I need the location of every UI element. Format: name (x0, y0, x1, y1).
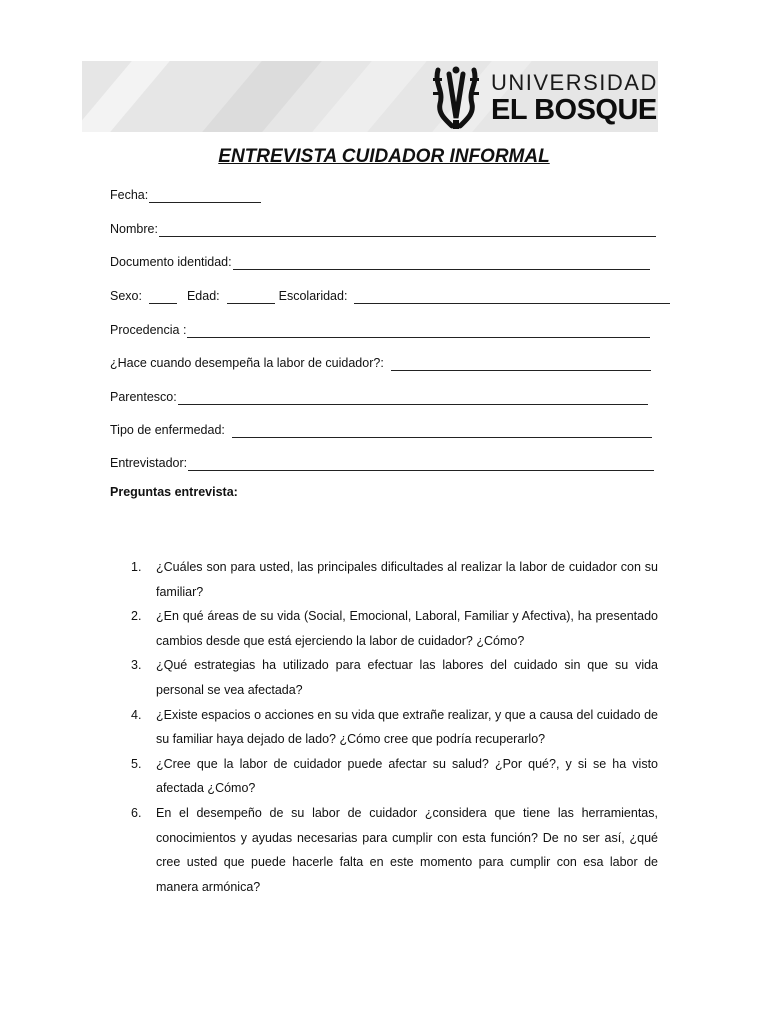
field-label: Fecha: (110, 188, 149, 202)
escolaridad-blank[interactable] (354, 290, 670, 304)
list-item (131, 703, 658, 752)
question-number: 5. (131, 756, 142, 771)
question-number: 2. (131, 609, 142, 624)
field-label: Escolaridad: (278, 289, 348, 303)
list-item (131, 555, 658, 604)
question-text: ¿Existe espacios o acciones en su vida que extrañe realizar, y que a causa del cuidado de su familiar haya dejado de lado? ¿Cómo cree que podría recuperarlo? (156, 707, 658, 747)
edad-blank[interactable] (227, 290, 275, 304)
header-banner (82, 61, 658, 132)
field-entrevistador (110, 453, 654, 471)
field-documento (110, 252, 650, 270)
parentesco-blank[interactable] (178, 391, 648, 405)
procedencia-blank[interactable] (187, 324, 650, 338)
sexo-blank[interactable] (149, 290, 177, 304)
question-number: 6. (131, 805, 142, 820)
logo-wordmark-line1: UNIVERSIDAD (491, 70, 658, 95)
question-text: ¿Cuáles son para usted, las principales dificultades al realizar la labor de cuidador con su familiar? (156, 560, 658, 599)
field-tiempo-cuidador (110, 353, 651, 371)
question-text: ¿En qué áreas de su vida (Social, Emocional, Laboral, Familiar y Afectiva), ha presentado cambios desde que está ejerciendo la labor de cuidador? ¿Cómo? (156, 609, 658, 648)
field-label: Tipo de enfermedad: (110, 423, 225, 437)
banner-stripe (202, 61, 322, 132)
logo-wordmark-line2: EL BOSQUE (491, 94, 657, 126)
field-label: Procedencia : (110, 323, 187, 337)
question-number: 3. (131, 658, 142, 673)
document-title: ENTREVISTA CUIDADOR INFORMAL (218, 146, 550, 167)
field-parentesco (110, 387, 648, 405)
field-label: ¿Hace cuando desempeña la labor de cuidador?: (110, 356, 384, 370)
field-nombre (110, 219, 656, 237)
entrevistador-blank[interactable] (188, 457, 654, 471)
field-label: Parentesco: (110, 390, 177, 404)
documento-blank[interactable] (233, 256, 650, 270)
field-label: Documento identidad: (110, 255, 232, 269)
field-label: Nombre: (110, 222, 158, 236)
banner-stripe (82, 61, 170, 132)
question-number: 1. (131, 560, 142, 574)
tipo-enfermedad-blank[interactable] (232, 424, 652, 438)
question-text: ¿Cree que la labor de cuidador puede afectar su salud? ¿Por qué?, y si se ha visto afectada ¿Cómo? (156, 756, 658, 796)
field-label: Entrevistador: (110, 456, 188, 470)
field-label: Sexo: (110, 289, 142, 303)
el-bosque-crest-icon (432, 64, 480, 130)
questions-heading: Preguntas entrevista: (110, 485, 238, 499)
question-text: ¿Qué estrategias ha utilizado para efectuar las labores del cuidado sin que su vida personal se vea afectada? (156, 658, 658, 697)
university-logo (491, 67, 657, 129)
list-item (131, 604, 658, 653)
tiempo-cuidador-blank[interactable] (391, 357, 651, 371)
field-label: Edad: (186, 289, 220, 303)
nombre-blank[interactable] (159, 223, 656, 237)
list-item (131, 801, 658, 899)
list-item (131, 752, 658, 801)
list-item (131, 653, 658, 702)
banner-stripe (312, 61, 427, 132)
field-fecha (110, 185, 261, 203)
question-text: En el desempeño de su labor de cuidador ¿considera que tiene las herramientas, conocimientos y ayudas necesarias para cumplir con esta función? De no ser así, ¿qué cree usted que puede hacerle falta en este momento para cumplir con esa labor de manera armónica? (156, 805, 658, 894)
field-sexo-edad-escolaridad (110, 286, 670, 304)
fecha-blank[interactable] (149, 189, 261, 203)
field-procedencia (110, 320, 650, 338)
question-number: 4. (131, 707, 142, 722)
questions-list (131, 555, 658, 899)
field-tipo-enfermedad (110, 420, 652, 438)
